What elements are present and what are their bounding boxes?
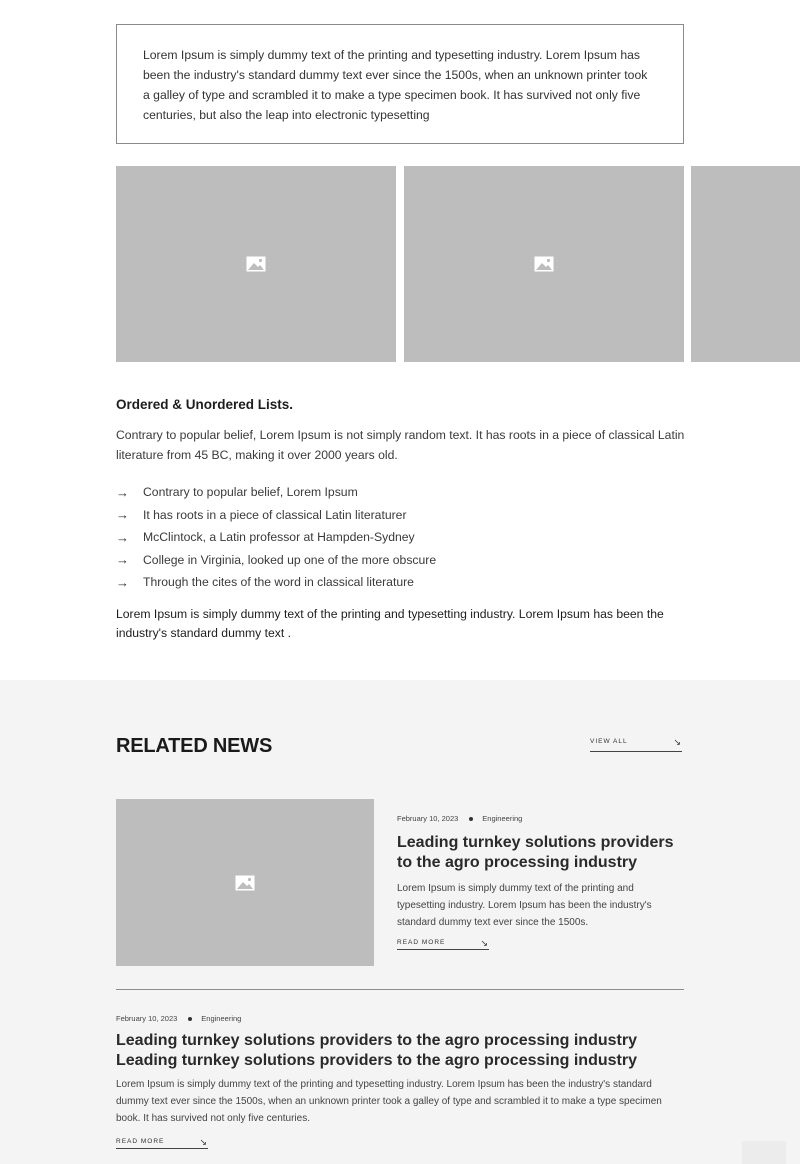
lists-heading: Ordered & Unordered Lists. (116, 397, 294, 412)
lists-intro-text: Contrary to popular belief, Lorem Ipsum is not simply random text. It has roots in a piece of classical Latin literature from 45 BC, making it over 2000 years old. (116, 428, 685, 462)
separator-dot (469, 817, 473, 821)
list-item-text: McClintock, a Latin professor at Hampden-Sydney (143, 530, 415, 545)
read-more-label: READ MORE (116, 1138, 165, 1145)
news-image[interactable] (116, 799, 374, 966)
news-excerpt: Lorem Ipsum is simply dummy text of the printing and typesetting industry. Lorem Ipsum has been the industry's standard dummy text ever since the 1500s, when an unknown printer took a galley of type and scrambled it to make a type specimen book. It has survived not only five centuries. (116, 1079, 662, 1124)
arrow-right-icon: → (116, 507, 129, 523)
arrow-down-right-icon: ↘ (480, 938, 489, 948)
gallery-image-2[interactable] (404, 166, 684, 362)
arrow-right-icon: → (116, 574, 129, 590)
arrow-right-icon: → (116, 484, 129, 500)
read-more-link[interactable] (397, 939, 489, 950)
list-item (116, 526, 436, 549)
list-item (116, 504, 436, 527)
gallery-image-3[interactable] (691, 166, 800, 362)
scroll-to-top-button[interactable] (742, 1141, 786, 1164)
bullet-list (116, 481, 436, 594)
image-placeholder-icon (534, 256, 554, 272)
news-excerpt: Lorem Ipsum is simply dummy text of the printing and typesetting industry. Lorem Ipsum has been the industry's standard dummy text ever since the 1500s. (397, 883, 652, 928)
arrow-right-icon: → (116, 529, 129, 545)
list-item-text: College in Virginia, looked up one of the more obscure (143, 552, 437, 567)
list-item-text: Contrary to popular belief, Lorem Ipsum (143, 485, 358, 500)
news-date: February 10, 2023 (397, 814, 459, 823)
read-more-label: READ MORE (397, 939, 446, 946)
news-meta (116, 1014, 241, 1023)
quote-box (116, 24, 684, 144)
quote-text: Lorem Ipsum is simply dummy text of the printing and typesetting industry. Lorem Ipsum has been the industry's standard dummy text ever since the 1500s, when an unknown printer took a galley of type and scrambled it to make a type specimen book. It has survived not only five centuries, but also the leap into electronic typesetting (143, 48, 648, 122)
image-gallery (116, 166, 800, 362)
news-date: February 10, 2023 (116, 1014, 178, 1023)
news-title[interactable]: Leading turnkey solutions providers to the agro processing industry Leading turnkey solutions providers to the agro processing industry (116, 1032, 637, 1069)
arrow-down-right-icon: ↘ (199, 1137, 208, 1147)
news-category[interactable]: Engineering (201, 1014, 242, 1023)
news-category[interactable]: Engineering (482, 814, 523, 823)
lists-outro-text: Lorem Ipsum is simply dummy text of the printing and typesetting industry. Lorem Ipsum has been the industry's standard dummy text . (116, 607, 664, 640)
divider (116, 989, 684, 990)
list-item (116, 481, 436, 504)
separator-dot (188, 1017, 192, 1021)
view-all-label: VIEW ALL (590, 738, 628, 745)
related-news-section (0, 680, 800, 1164)
related-news-heading: RELATED NEWS (116, 735, 273, 757)
news-title[interactable]: Leading turnkey solutions providers to the agro processing industry (397, 834, 674, 871)
read-more-link[interactable] (116, 1138, 208, 1149)
list-item-text: Through the cites of the word in classical literature (143, 575, 414, 590)
arrow-down-right-icon: ↘ (673, 737, 682, 747)
list-item (116, 549, 436, 572)
image-placeholder-icon (246, 256, 266, 272)
image-placeholder-icon (235, 875, 255, 891)
list-item (116, 571, 436, 594)
arrow-right-icon: → (116, 552, 129, 568)
list-item-text: It has roots in a piece of classical Latin literaturer (143, 507, 407, 522)
view-all-link[interactable] (590, 738, 682, 752)
gallery-image-1[interactable] (116, 166, 396, 362)
news-meta (397, 814, 522, 823)
